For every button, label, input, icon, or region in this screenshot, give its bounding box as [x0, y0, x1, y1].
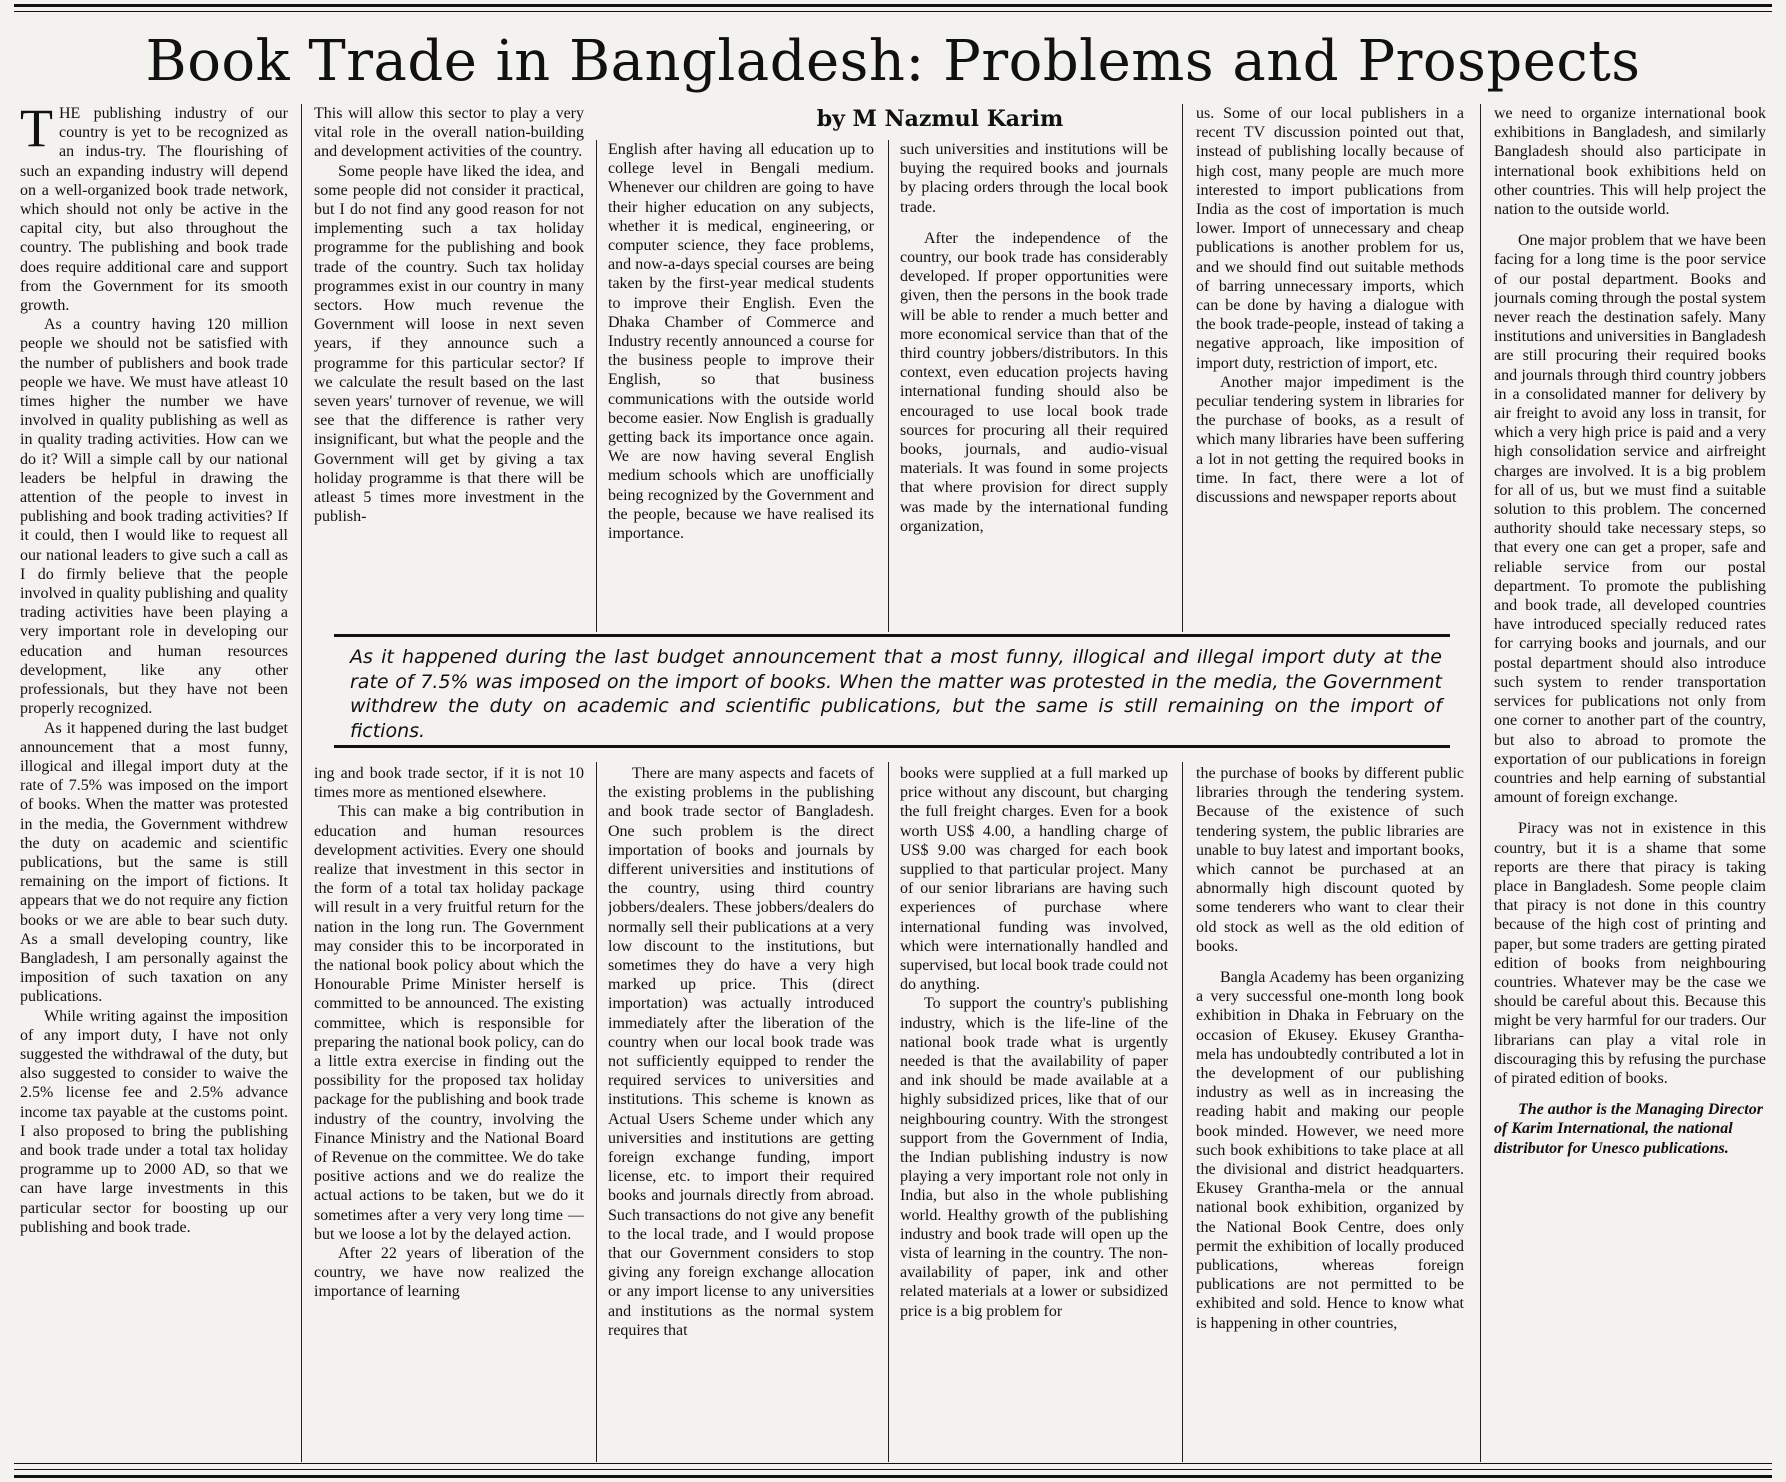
paragraph: This will allow this sector to play a very vital role in the overall nation-building and development activities of the country. [314, 105, 584, 161]
drop-cap: T [20, 104, 53, 158]
paragraph: ing and book trade sector, if it is not 10 times more as mentioned elsewhere. [314, 765, 584, 802]
paragraph: One major problem that we have been facing for a long time is the poor service of our postal department. Books and journals coming through the postal system never reach the destination safely. Many institutions and universities in Bangladesh are still procuring their required books and journals through third country jobbers in a consolidated manner for delivery by air freight to avoid any loss in transit, for which a very high price is paid and a very high consolidation service and airfreight charges are involved. It is a big problem for all of us, but we must find a suitable solution to this problem. The concerned authority should take necessary steps, so that every one can get a proper, safe and reliable service from our postal department. To promote the publishing and book trade, all developed countries have introduced specially reduced rates for carrying books and journals, and our postal department should also introduce such system to render transportation services for publications not only from one corner to another part of the country, but also to abroad to promote the exportation of our publications in foreign countries and help earning of substantial amount of foreign exchange. [1494, 232, 1766, 807]
paragraph-text: HE publishing industry of our country is yet to be recognized as an indus-try. The flourishing of such an expanding industry will depend on a well-organized book trade network, which should not only be active in the capital city, but also throughout the country. The publishing and book trade does require additional care and support from the Government for its smooth growth. [20, 105, 288, 315]
column-2-bottom [314, 764, 584, 1462]
column-2-top [314, 104, 584, 628]
pull-quote-box [334, 634, 1450, 748]
column-5-bottom [1196, 764, 1464, 1462]
column-divider [301, 104, 302, 1462]
column-divider [1182, 104, 1183, 632]
top-rule-thick [14, 4, 1772, 7]
column-divider [1480, 104, 1481, 1462]
column-4-top [900, 140, 1168, 630]
bottom-rule-thin [14, 1469, 1772, 1470]
byline: by M Nazmul Karim [816, 106, 1064, 132]
paragraph: After the independence of the country, our book trade has considerably developed. If proper opportunities were given, then the persons in the book trade will be able to render a much better and more economical service than that of the third country jobbers/distributors. In this context, even education projects having international funding should also be encouraged to use local book trade sources for procuring all their required books, journals, and audio-visual materials. It was found in some projects that where provision for direct supply was made by the international funding organization, [900, 229, 1168, 535]
column-3-top [608, 140, 874, 630]
column-divider [1182, 762, 1183, 1462]
column-3-bottom [608, 764, 874, 1462]
paragraph: us. Some of our local publishers in a recent TV discussion pointed out that, instead of publishing locally because of high cost, many people are much more interested to import publications from India as the cost of importation is much lower. Import of unnecessary and cheap publications is another problem for us, and we should find out suitable methods of barring unnecessary imports, which can be done by having a dialogue with the book trade-people, instead of taking a negative approach, like imposition of import duty, restriction of import, etc. [1196, 105, 1464, 372]
column-divider [596, 140, 597, 632]
author-credit: The author is the Managing Director of Karim International, the national distributor for Unesco publications. [1494, 1101, 1763, 1157]
lead-paragraph [20, 104, 288, 315]
paragraph: While writing against the imposition of any import duty, I have not only suggested the withdrawal of the duty, but also suggested to consider to waive the 2.5% license fee and 2.5% advance income tax payable at the customs point. I also proposed to bring the publishing and book trade under a total tax holiday programme up to 2000 AD, so that we can have large investments in this particular sector for boosting up our publishing and book trade. [20, 1007, 288, 1236]
bottom-rule-thin [14, 1463, 1772, 1464]
paragraph: Piracy was not in existence in this country, but it is a shame that some reports are there that piracy is taking place in Bangladesh. Some people claim that piracy is not done in this country because of the high cost of printing and paper, but some traders are getting pirated edition of books from neighbouring countries. Whatever may be the case we should be careful about this. Because this might be very harmful for our traders. Our librarians can play a vital role in discouraging this by refusing the purchase of pirated edition of books. [1494, 820, 1766, 1087]
bottom-rule-thick [14, 1475, 1772, 1478]
paragraph: Another major impediment is the peculiar tendering system in libraries for the purchase of books, as a result of which many libraries have been suffering a lot in not getting the required books in time. In fact, there were a lot of discussions and newspaper reports about [1196, 373, 1464, 507]
top-rule-thin [14, 11, 1772, 12]
paragraph: we need to organize international book exhibitions in Bangladesh, and similarly Bangladesh should also participate in international book exhibitions held on other countries. This will help project the nation to the outside world. [1494, 105, 1766, 219]
column-divider [596, 762, 597, 1462]
paragraph: Bangla Academy has been organizing a very successful one-month long book exhibition in Dhaka in February on the occasion of Ekusey. Ekusey Grantha-mela has undoubtedly contributed a lot in the development of our publishing industry as well as in increasing the reading habit and making our people book minded. However, we need more such book exhibitions to take place at all the divisional and district headquarters. Ekusey Grantha-mela or the annual national book exhibition, organized by the National Book Centre, does only permit the exhibition of locally produced publications, whereas foreign publications are not permitted to be exhibited and sold. Hence to know what is happening in other countries, [1196, 969, 1464, 1332]
paragraph: English after having all education up to college level in Bengali medium. Whenever our children are going to have their higher education on any subjects, whether it is medical, engineering, or computer science, they face problems, and now-a-days special courses are being taken by the first-year medical students to improve their English. Even the Dhaka Chamber of Commerce and Industry recently announced a course for the business people to improve their English, so that business communications with the outside world become easier. Now English is gradually getting back its importance once again. We are now having several English medium schools which are unofficially being recognized by the Government and the people, because we have realised its importance. [608, 141, 874, 543]
paragraph: After 22 years of liberation of the country, we have now realized the importance of learning [314, 1245, 584, 1301]
column-6 [1494, 104, 1766, 1462]
paragraph: Some people have liked the idea, and some people did not consider it practical, but I do not find any good reason for not implementing such a tax holiday programme for the publishing and book trade of the country. Such tax holiday programmes exist in our country in many sectors. How much revenue the Government will loose in next seven years, if they announce such a programme for this particular sector? If we calculate the result based on the last seven years' turnover of revenue, we will see that the difference is rather very insignificant, but what the people and the Government will get by giving a tax holiday programme is that there will be atleast 5 times more investment in the publish- [314, 162, 584, 526]
pull-quote: As it happened during the last budget announcement that a most funny, illogical and illegal import duty at the rate of 7.5% was imposed on the import of books. When the matter was protested in the media, the Government withdrew the duty on academic and scientific publications, but the same is still remaining on the import of fictions. [350, 646, 1442, 742]
paragraph: the purchase of books by different public libraries through the tendering system. Because of the existence of such tendering system, the public libraries are unable to buy latest and important books, which cannot be purchased at an abnormally high discount quoted by some tenderers who want to clear their old stock as well as the old edition of books. [1196, 765, 1464, 955]
paragraph: such universities and institutions will be buying the required books and journals by placing orders through the local book trade. [900, 141, 1168, 216]
column-5-top [1196, 104, 1464, 630]
paragraph: There are many aspects and facets of the existing problems in the publishing and book trade sector of Bangladesh. One such problem is the direct importation of books and journals by different universities and institutions of the country, using third country jobbers/dealers. These jobbers/dealers do normally sell their publications at a very low discount to the institutions, but sometimes they do have a very high marked up price. This (direct importation) was actually introduced immediately after the liberation of the country when our local book trade was not sufficiently equipped to render the required services to universities and institutions. This scheme is known as Actual Users Scheme under which any universities and institutions are getting foreign exchange funding, import license, etc. to import their required books and journals directly from abroad. Such transactions do not give any benefit to the local trade, and I would propose that our Government considers to stop giving any foreign exchange allocation or any import license to any universities and institutions as the normal system requires that [608, 765, 874, 1339]
column-4-bottom [900, 764, 1168, 1462]
column-divider [888, 762, 889, 1462]
paragraph: As it happened during the last budget announcement that a most funny, illogical and illegal import duty at the rate of 7.5% was imposed on the import of books. When the matter was protested in the media, the Government withdrew the duty on academic and scientific publications, but the same is still remaining on the import of fictions. It appears that we do not require any fiction books or we are able to bear such duty. As a small developing country, like Bangladesh, I am personally against the imposition of such taxation on any publications. [20, 719, 288, 1006]
paragraph: This can make a big contribution in education and human resources development activities. Every one should realize that investment in this sector in the form of a total tax holiday package will result in a very fruitful return for the nation in the long run. The Government may consider this to be incorporated in the national book policy about which the Honourable Prime Minister herself is committed to be announced. The existing committee, which is responsible for preparing the national book policy, can do a little extra exercise in finding out the possibility for the proposed tax holiday package for the publishing and book trade industry of the country, involving the Finance Ministry and the National Board of Revenue on the committee. We do take positive actions and we do realize the actual actions to be taken, but we do it sometimes after a very very long time — but we loose a lot by the delayed action. [314, 803, 584, 1243]
column-divider [888, 140, 889, 632]
paragraph: To support the country's publishing industry, which is the life-line of the national book trade what is urgently needed is that the availability of paper and ink should be made available at a highly subsidized prices, like that of our neighbouring country. With the strongest support from the Government of India, the Indian publishing industry is now playing a very important role not only in India, but also in the whole publishing world. Healthy growth of the publishing industry and book trade will open up the vista of learning in the country. The non-availability of paper, ink and other related materials at a lower or subsidized price is a big problem for [900, 995, 1168, 1320]
column-1 [20, 104, 288, 1462]
paragraph: As a country having 120 million people we should not be satisfied with the number of publishers and book trade people we have. We must have atleast 10 times higher the number we have involved in quality publishing as well as in quality trading activities. How can we do it? Will a simple call by our national leaders be helpful in drawing the attention of the people to invest in publishing and book trading activities? If it could, then I would like to request all our national leaders to give such a call as I do firmly believe that the people involved in quality publishing and quality trading activities have been playing a very important role in developing our education and human resources development, like any other professionals, but they have not been properly recognized. [20, 316, 288, 718]
paragraph: books were supplied at a full marked up price without any discount, but charging the full freight charges. Even for a book worth US$ 4.00, a handling charge of US$ 9.00 was charged for each book supplied to that particular project. Many of our senior librarians are having such experiences of purchase where international funding was involved, which were internationally handled and supervised, but local book trade could not do anything. [900, 765, 1168, 994]
headline: Book Trade in Bangladesh: Problems and Prospects [145, 29, 1641, 94]
